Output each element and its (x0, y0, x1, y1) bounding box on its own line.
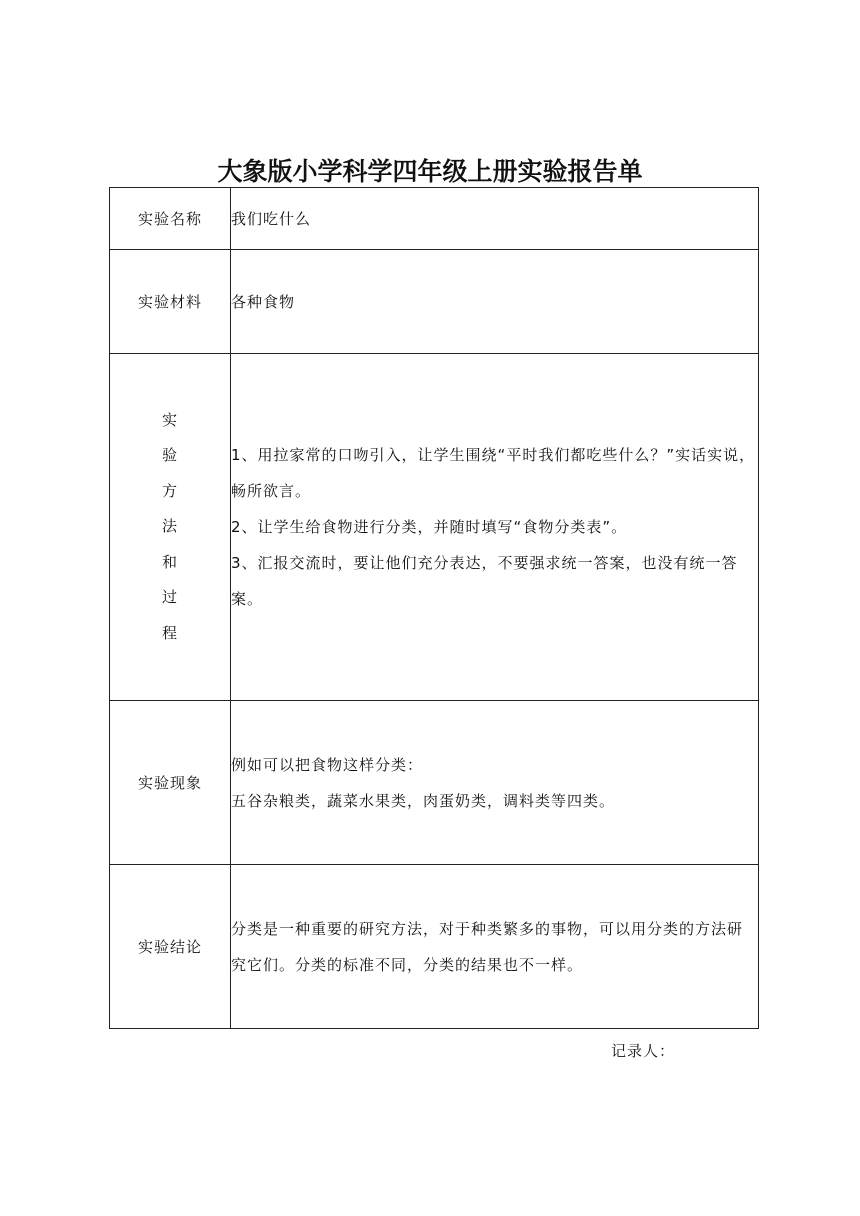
method-label-char: 程 (161, 623, 178, 642)
report-table (109, 187, 759, 1029)
phenomenon-line: 例如可以把食物这样分类： (231, 755, 424, 774)
row-experiment-phenomenon (110, 701, 759, 865)
label-experiment-name: 实验名称 (110, 188, 231, 250)
method-step: 1、用拉家常的口吻引入，让学生围绕“平时我们都吃些什么？”实话实说，畅所欲言。 (231, 446, 756, 500)
page-title: 大象版小学科学四年级上册实验报告单 (217, 157, 643, 186)
label-experiment-materials: 实验材料 (110, 250, 231, 354)
method-step: 3、汇报交流时，要让他们充分表达，不要强求统一答案，也没有统一答案。 (231, 554, 738, 608)
conclusion-text: 分类是一种重要的研究方法，对于种类繁多的事物，可以用分类的方法研究它们。分类的标准不同，分类的结果也不一样。 (231, 919, 744, 974)
value-experiment-materials: 各种食物 (231, 250, 759, 354)
label-experiment-conclusion: 实验结论 (110, 865, 231, 1029)
recorder-label: 记录人： (611, 1042, 676, 1060)
row-experiment-name (110, 188, 759, 250)
method-label-char: 和 (161, 552, 178, 571)
value-experiment-method (231, 354, 759, 701)
method-label-char: 验 (161, 446, 178, 465)
value-experiment-name: 我们吃什么 (231, 188, 759, 250)
phenomenon-line: 五谷杂粮类，蔬菜水果类，肉蛋奶类，调料类等四类。 (231, 791, 616, 810)
method-label-char: 法 (161, 517, 178, 536)
method-label-char: 实 (161, 410, 178, 429)
row-experiment-conclusion (110, 865, 759, 1029)
method-vertical-label (110, 403, 230, 652)
method-label-char: 方 (161, 481, 178, 500)
method-step: 2、让学生给食物进行分类，并随时填写“食物分类表”。 (231, 518, 628, 536)
value-experiment-conclusion (231, 865, 759, 1029)
row-experiment-materials (110, 250, 759, 354)
value-experiment-phenomenon (231, 701, 759, 865)
label-experiment-phenomenon: 实验现象 (110, 701, 231, 865)
method-label-char: 过 (161, 588, 178, 607)
row-experiment-method (110, 354, 759, 701)
label-experiment-method (110, 354, 231, 701)
